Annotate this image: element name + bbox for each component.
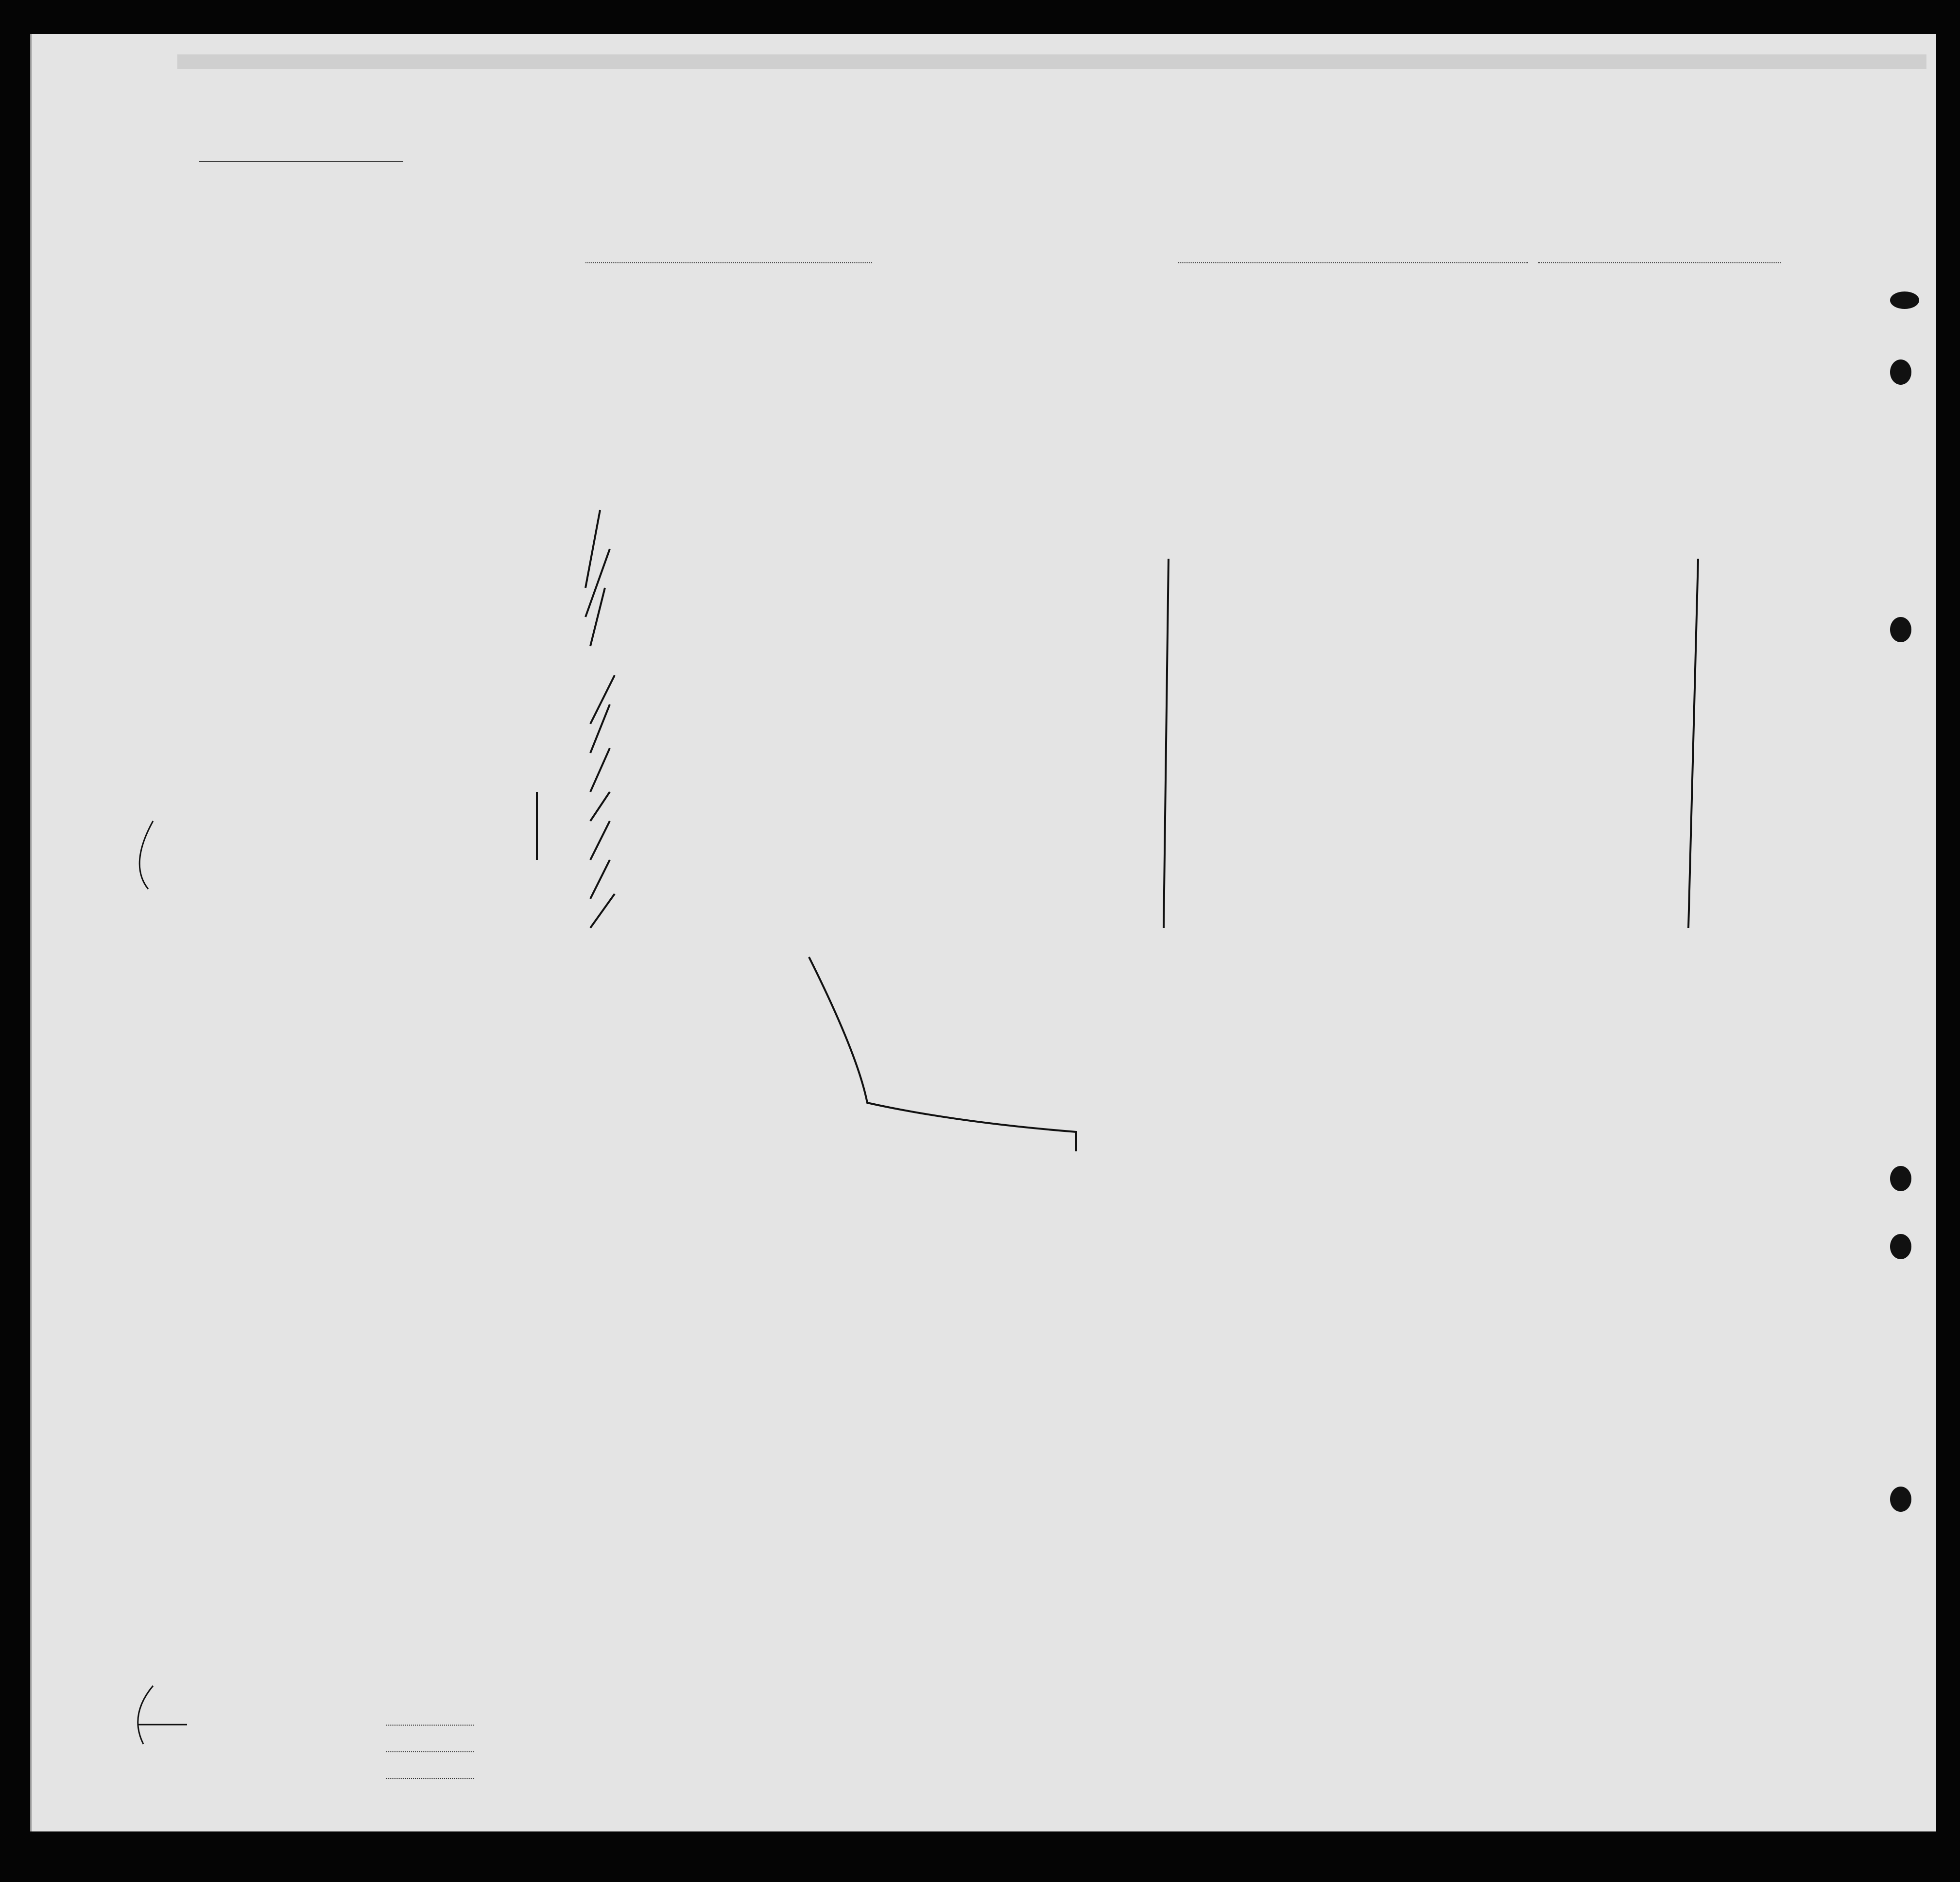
tick-strokes: [1164, 559, 1698, 928]
manifest-sheet: [30, 34, 1936, 1831]
binder-hole: [1890, 1234, 1911, 1259]
signature-flourish: [809, 957, 1076, 1151]
citizens-line: [386, 1751, 474, 1752]
binder-hole: [1890, 359, 1911, 385]
handwriting-strokes: [32, 34, 1936, 1831]
aliens-line: [386, 1778, 474, 1779]
binder-hole: [1890, 1487, 1911, 1512]
sex-column-strokes: [585, 510, 615, 928]
binder-hole: [1890, 1166, 1911, 1191]
margin-marks: [138, 821, 187, 1744]
total-line: [386, 1725, 474, 1726]
binder-clip: [1890, 291, 1919, 309]
binder-hole: [1890, 617, 1911, 642]
